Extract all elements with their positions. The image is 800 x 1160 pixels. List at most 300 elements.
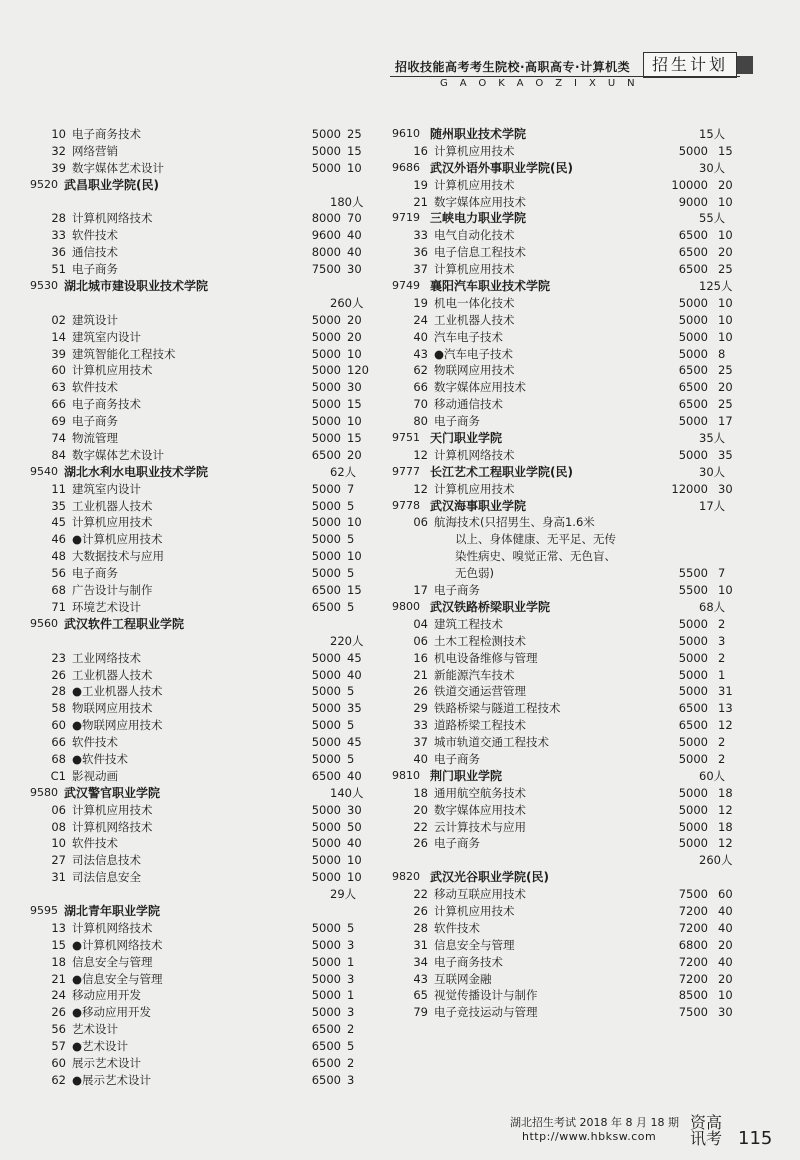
major-row [30, 261, 360, 278]
row-code: 9810 [392, 768, 420, 782]
row-fee: 5000 [311, 346, 341, 361]
row-code: 22 [413, 819, 428, 834]
row-code: 60 [51, 1055, 66, 1070]
row-fee: 5000 [311, 751, 341, 766]
row-num: 2 [347, 1022, 355, 1037]
row-code: 21 [51, 971, 66, 986]
row-name: 物联网应用技术 [72, 701, 153, 716]
row-code: 9777 [392, 464, 420, 478]
row-fee: 5000 [678, 312, 708, 327]
row-num: 3 [347, 1005, 355, 1020]
row-name: 建筑室内设计 [72, 481, 141, 496]
row-num: 5 [347, 498, 355, 513]
row-name: 电子竞技运动与管理 [434, 1005, 538, 1020]
row-name: 信息安全与管理 [72, 954, 153, 969]
row-code: 66 [413, 380, 428, 395]
major-row [30, 1021, 360, 1038]
major-row [392, 481, 733, 498]
row-fee: 5000 [311, 566, 341, 581]
row-name: 软件技术 [434, 920, 480, 935]
row-num: 29人 [330, 887, 357, 902]
row-code: 74 [51, 431, 66, 446]
major-row [30, 447, 360, 464]
row-name: 电子商务 [434, 836, 480, 851]
row-fee: 5000 [311, 684, 341, 699]
row-num: 40 [347, 836, 362, 851]
row-fee: 6500 [311, 1039, 341, 1054]
row-name: 铁路桥梁与隧道工程技术 [434, 701, 561, 716]
row-name: 电子商务 [434, 583, 480, 598]
row-code: 9751 [392, 431, 420, 445]
row-code: 33 [51, 228, 66, 243]
row-num: 3 [347, 971, 355, 986]
row-fee: 5000 [311, 431, 341, 446]
row-fee: 5000 [678, 785, 708, 800]
right-column [392, 126, 733, 1021]
row-code: 9520 [30, 177, 58, 191]
row-code: 58 [51, 701, 66, 716]
major-row [392, 329, 733, 346]
header-subtitle: GAOKAOZIXUN [440, 78, 647, 89]
row-fee: 9600 [311, 228, 341, 243]
school-row [392, 210, 726, 227]
row-name: 道路桥梁工程技术 [434, 718, 526, 733]
row-num: 10 [718, 295, 733, 310]
row-code: 08 [51, 819, 66, 834]
row-name: 电子商务 [72, 262, 118, 277]
row-fee: 5000 [311, 988, 341, 1003]
row-code: 10 [51, 127, 66, 141]
row-num: 5 [347, 1039, 355, 1054]
row-fee: 5000 [311, 160, 341, 175]
row-num: 3 [347, 937, 355, 952]
row-num: 30人 [699, 160, 726, 175]
row-fee: 5000 [311, 836, 341, 851]
major-row [30, 1072, 360, 1089]
row-code: 37 [413, 735, 428, 750]
major-row [392, 396, 733, 413]
row-code: 26 [51, 1005, 66, 1020]
school-row [30, 278, 360, 295]
major-row [392, 582, 733, 599]
row-code: 10 [51, 836, 66, 851]
row-name: 网络营销 [72, 143, 118, 158]
row-name: ●计算机应用技术 [72, 532, 163, 547]
row-name: 工业机器人技术 [434, 312, 515, 327]
row-name: 新能源汽车技术 [434, 667, 515, 682]
major-row [30, 717, 360, 734]
row-code: 40 [413, 329, 428, 344]
row-fee: 5500 [678, 566, 708, 581]
row-name: 工业机器人技术 [72, 498, 153, 513]
major-row [30, 937, 360, 954]
row-code: 68 [51, 583, 66, 598]
row-num: 40 [718, 920, 733, 935]
row-code: 04 [413, 616, 428, 631]
row-fee: 12000 [671, 481, 708, 496]
row-fee: 8000 [311, 245, 341, 260]
header-tab-marker [737, 56, 753, 74]
row-fee: 5000 [678, 735, 708, 750]
row-num: 17 [718, 414, 733, 429]
major-row [30, 548, 360, 565]
row-code: 26 [413, 903, 428, 918]
row-code: 26 [413, 836, 428, 851]
row-num: 25 [347, 127, 362, 141]
row-fee: 5000 [678, 346, 708, 361]
major-row [30, 650, 360, 667]
row-num: 60人 [699, 768, 726, 783]
major-row [392, 785, 733, 802]
major-row [30, 768, 360, 785]
row-num: 45 [347, 650, 362, 665]
row-code: 06 [413, 515, 428, 530]
row-num: 7 [347, 481, 355, 496]
major-row [392, 667, 726, 684]
major-row [392, 954, 733, 971]
major-row [30, 498, 360, 515]
row-code: 66 [51, 735, 66, 750]
major-row [30, 667, 360, 684]
row-num: 260人 [699, 853, 733, 868]
row-code: 63 [51, 380, 66, 395]
major-row [30, 413, 360, 430]
row-fee: 5000 [311, 667, 341, 682]
major-row [30, 835, 360, 852]
row-name: 城市轨道交通工程技术 [434, 735, 549, 750]
row-fee: 5000 [311, 532, 341, 547]
row-num: 12 [718, 802, 733, 817]
row-name: 艺术设计 [72, 1022, 118, 1037]
school-row [392, 126, 726, 143]
row-num: 25 [718, 397, 733, 412]
row-name: 机电设备维修与管理 [434, 650, 538, 665]
major-row [30, 396, 360, 413]
row-fee: 6500 [311, 1055, 341, 1070]
row-name: 数字媒体艺术设计 [72, 447, 164, 462]
row-fee: 5000 [311, 414, 341, 429]
row-code: 56 [51, 1022, 66, 1037]
major-row [30, 329, 360, 346]
major-row [30, 244, 360, 261]
row-name: 航海技术(只招男生、身高1.6米 [434, 515, 595, 530]
major-row [392, 362, 733, 379]
row-name: 湖北水利水电职业技术学院 [64, 464, 209, 479]
row-num: 35人 [699, 431, 726, 446]
row-code: 28 [51, 211, 66, 226]
row-code: C1 [50, 768, 66, 783]
row-code: 24 [51, 988, 66, 1003]
row-fee: 5000 [311, 853, 341, 868]
row-fee: 6500 [311, 447, 341, 462]
row-code: 46 [51, 532, 66, 547]
row-fee: 6800 [678, 937, 708, 952]
row-num: 18 [718, 819, 733, 834]
row-fee: 5000 [311, 920, 341, 935]
row-name: 通用航空航务技术 [434, 785, 526, 800]
row-name: 软件技术 [72, 735, 118, 750]
row-fee: 7500 [311, 262, 341, 277]
row-fee: 6500 [311, 599, 341, 614]
row-fee: 5000 [678, 802, 708, 817]
row-fee: 6500 [678, 245, 708, 260]
row-num: 30 [347, 380, 362, 395]
row-code: 06 [51, 802, 66, 817]
row-name: 计算机应用技术 [72, 802, 153, 817]
row-fee: 5000 [678, 447, 708, 462]
major-row [392, 835, 733, 852]
header-section-box: 招生计划 [643, 52, 737, 78]
row-num: 15 [347, 143, 362, 158]
row-num: 15人 [699, 127, 726, 141]
row-fee: 5000 [311, 549, 341, 564]
row-code: 43 [413, 971, 428, 986]
major-row [392, 819, 733, 836]
row-code: 06 [413, 633, 428, 648]
row-code: 9686 [392, 160, 420, 174]
major-row [30, 700, 360, 717]
major-row [30, 582, 360, 599]
major-row [392, 717, 733, 734]
row-code: 16 [413, 650, 428, 665]
major-row [392, 616, 726, 633]
major-row [392, 700, 733, 717]
row-code: 9595 [30, 903, 58, 917]
page-number: 115 [738, 1128, 773, 1149]
row-name: 电子商务技术 [434, 954, 503, 969]
row-num: 10 [347, 515, 362, 530]
footer-logo: 资高讯考 [690, 1113, 723, 1148]
row-num: 30 [347, 802, 362, 817]
school-row [392, 498, 726, 515]
row-num: 30人 [699, 464, 726, 479]
major-row [30, 734, 360, 751]
row-name: 广告设计与制作 [72, 583, 153, 598]
row-code: 60 [51, 718, 66, 733]
row-code: 62 [413, 363, 428, 378]
row-fee: 5000 [311, 650, 341, 665]
row-name: 以上、身体健康、无平足、无传 [455, 532, 616, 547]
row-code: 18 [413, 785, 428, 800]
row-code: 9820 [392, 870, 420, 884]
row-fee: 7500 [678, 1005, 708, 1020]
row-name: ●展示艺术设计 [72, 1072, 152, 1087]
row-fee: 5000 [311, 329, 341, 344]
major-row [30, 971, 360, 988]
row-name: 计算机网络技术 [72, 920, 153, 935]
major-row [392, 177, 733, 194]
row-name: ●信息安全与管理 [72, 971, 163, 986]
row-fee: 5000 [311, 802, 341, 817]
row-num: 30 [718, 481, 733, 496]
row-code: 39 [51, 160, 66, 175]
major-row [30, 346, 360, 363]
row-name: 武汉警官职业学院 [64, 785, 161, 800]
row-num: 140人 [330, 785, 364, 800]
row-code: 24 [413, 312, 428, 327]
row-fee: 5000 [678, 414, 708, 429]
row-name: 建筑工程技术 [434, 616, 503, 631]
row-code: 65 [413, 988, 428, 1003]
school-row [392, 768, 726, 785]
row-num: 70 [347, 211, 362, 226]
row-num: 50 [347, 819, 362, 834]
row-code: 56 [51, 566, 66, 581]
row-name: 物流管理 [72, 431, 118, 446]
row-num: 35 [347, 701, 362, 716]
row-fee: 6500 [678, 262, 708, 277]
row-fee: 5000 [311, 870, 341, 885]
row-num: 3 [718, 633, 726, 648]
row-fee: 7200 [678, 920, 708, 935]
major-row [30, 920, 360, 937]
row-fee: 5000 [678, 650, 708, 665]
row-name: 土木工程检测技术 [434, 633, 526, 648]
row-name: 数字媒体艺术设计 [72, 160, 164, 175]
row-num: 10 [718, 329, 733, 344]
row-name: 电子商务 [72, 566, 118, 581]
header-rule [390, 76, 740, 77]
row-code: 31 [413, 937, 428, 952]
major-row [30, 1004, 360, 1021]
major-row [30, 565, 360, 582]
row-name: 武汉铁路桥梁职业学院 [430, 599, 551, 614]
major-row [30, 143, 360, 160]
major-row [392, 261, 733, 278]
major-row [30, 379, 360, 396]
row-fee: 6500 [311, 768, 341, 783]
row-name: 司法信息技术 [72, 853, 141, 868]
row-fee: 5000 [311, 937, 341, 952]
major-row [30, 312, 360, 329]
row-num: 68人 [699, 599, 726, 614]
major-row [30, 954, 360, 971]
row-name: ●艺术设计 [72, 1039, 129, 1054]
row-name: 物联网应用技术 [434, 363, 515, 378]
row-code: 36 [51, 245, 66, 260]
row-num: 40 [347, 245, 362, 260]
row-fee: 5000 [311, 954, 341, 969]
row-name: 计算机网络技术 [72, 819, 153, 834]
row-name: 大数据技术与应用 [72, 549, 164, 564]
row-num: 7 [718, 566, 726, 581]
row-num: 60 [718, 887, 733, 902]
row-code: 84 [51, 447, 66, 462]
major-row [392, 514, 722, 531]
row-num: 1 [347, 954, 355, 969]
row-name: 移动通信技术 [434, 397, 503, 412]
row-name: 计算机应用技术 [72, 515, 153, 530]
row-num: 125人 [699, 279, 733, 294]
row-fee: 6500 [311, 1022, 341, 1037]
major-row [392, 447, 733, 464]
total-row [392, 852, 733, 869]
row-name: 三峡电力职业学院 [430, 211, 527, 226]
row-code: 35 [51, 498, 66, 513]
row-fee: 5500 [678, 583, 708, 598]
row-code: 79 [413, 1005, 428, 1020]
row-name: 天门职业学院 [430, 431, 503, 446]
row-num: 8 [718, 346, 726, 361]
row-code: 21 [413, 194, 428, 209]
row-code: 40 [413, 751, 428, 766]
row-name: ●软件技术 [72, 751, 129, 766]
major-row [392, 379, 733, 396]
row-num: 10 [718, 194, 733, 209]
row-num: 5 [347, 684, 355, 699]
major-row [30, 1055, 360, 1072]
row-fee: 7500 [678, 887, 708, 902]
row-code: 39 [51, 346, 66, 361]
row-num: 20 [718, 380, 733, 395]
header-title: 招收技能高考考生院校·高职高专·计算机类 [395, 60, 631, 74]
row-name: 电子商务 [434, 751, 480, 766]
row-num: 20 [718, 937, 733, 952]
school-row [392, 278, 733, 295]
row-fee: 6500 [678, 228, 708, 243]
row-num: 13 [718, 701, 733, 716]
row-name: 电子商务技术 [72, 127, 141, 141]
total-row [30, 194, 364, 211]
row-num: 20 [718, 971, 733, 986]
row-code: 34 [413, 954, 428, 969]
row-code: 33 [413, 718, 428, 733]
row-fee: 5000 [311, 735, 341, 750]
row-name: 移动互联应用技术 [434, 887, 526, 902]
row-code: 9800 [392, 599, 420, 613]
row-fee: 7200 [678, 903, 708, 918]
row-name: 计算机应用技术 [434, 177, 515, 192]
major-row [30, 210, 360, 227]
row-fee: 6500 [678, 363, 708, 378]
left-column [30, 126, 369, 1089]
row-num: 40 [718, 903, 733, 918]
row-name: 电子商务 [72, 414, 118, 429]
row-code: 57 [51, 1039, 66, 1054]
row-num: 20 [347, 312, 362, 327]
row-num: 260人 [330, 295, 364, 310]
row-name: 计算机应用技术 [72, 363, 153, 378]
row-fee: 9000 [678, 194, 708, 209]
row-code: 9610 [392, 127, 420, 140]
row-name: 计算机应用技术 [434, 143, 515, 158]
row-num: 10 [718, 583, 733, 598]
row-code: 66 [51, 397, 66, 412]
row-code: 71 [51, 599, 66, 614]
row-code: 60 [51, 363, 66, 378]
row-code: 9560 [30, 616, 58, 630]
row-name: 云计算技术与应用 [434, 819, 526, 834]
row-num: 2 [347, 1055, 355, 1070]
row-name: 机电一体化技术 [434, 295, 515, 310]
row-code: 9778 [392, 498, 420, 512]
row-code: 70 [413, 397, 428, 412]
row-name: 铁道交通运营管理 [434, 684, 526, 699]
row-code: 28 [413, 920, 428, 935]
row-name: 计算机应用技术 [434, 262, 515, 277]
row-name: 司法信息安全 [72, 870, 141, 885]
row-fee: 8000 [311, 211, 341, 226]
row-code: 9580 [30, 785, 58, 799]
row-name: 建筑设计 [72, 312, 118, 327]
row-num: 2 [718, 735, 726, 750]
school-row [30, 177, 360, 194]
row-num: 15 [347, 431, 362, 446]
row-num: 18 [718, 785, 733, 800]
row-fee: 5000 [678, 819, 708, 834]
major-row [392, 802, 733, 819]
row-code: 69 [51, 414, 66, 429]
